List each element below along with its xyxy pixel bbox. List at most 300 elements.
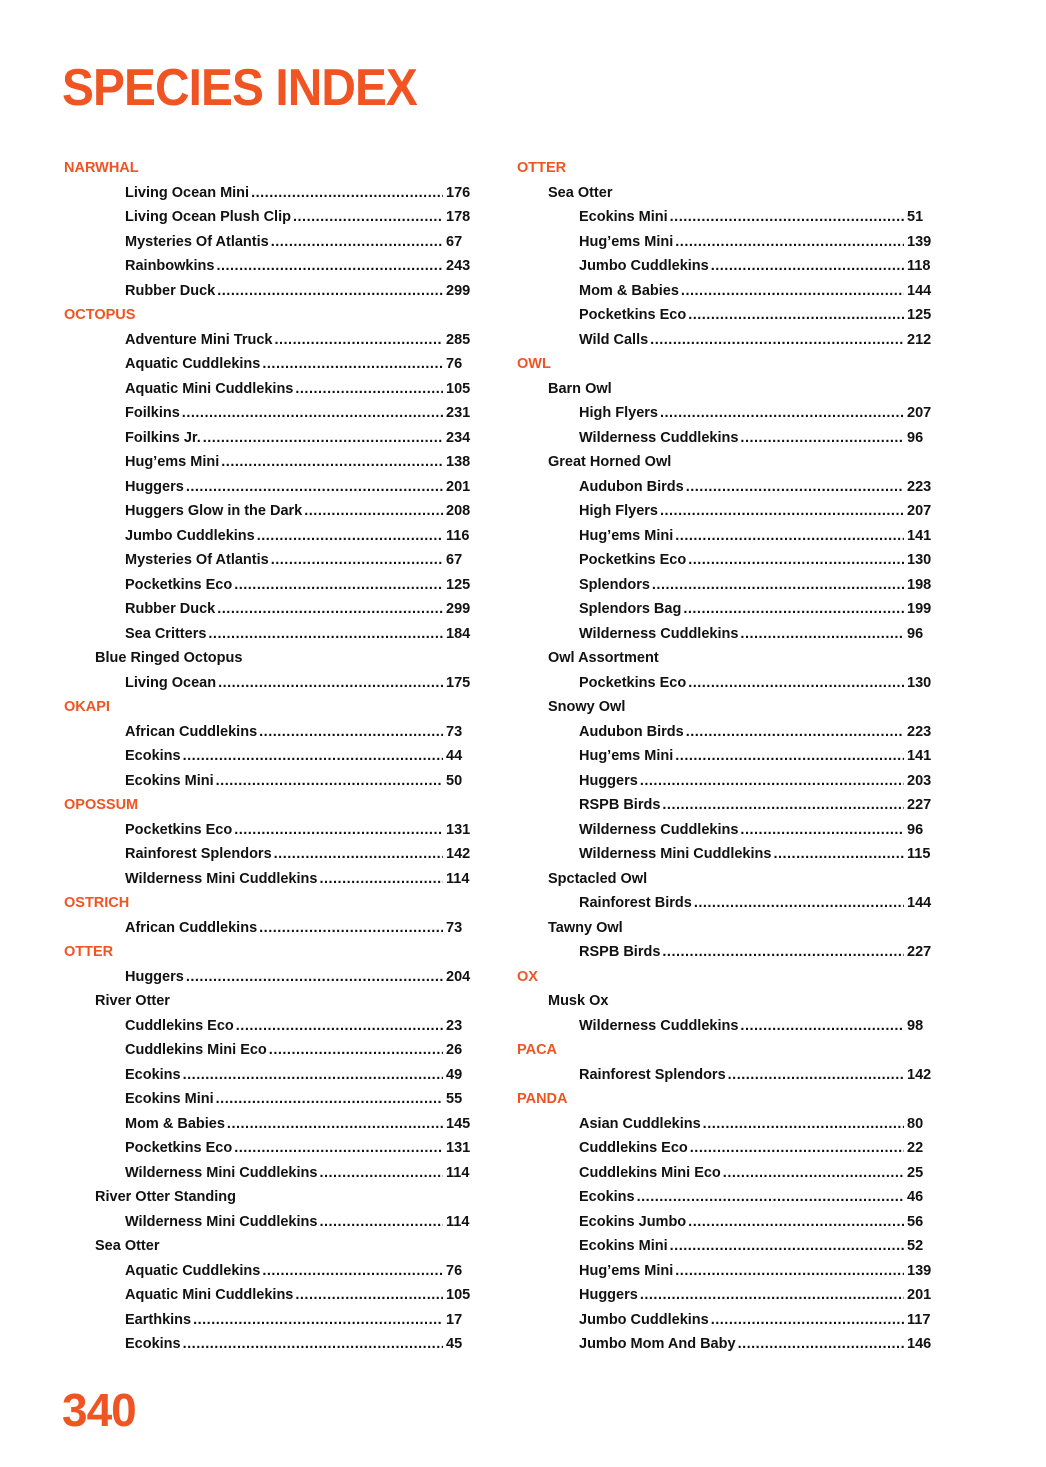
species-heading: OWL — [517, 356, 551, 372]
entry-product-name: Splendors — [579, 576, 650, 593]
subspecies-heading: Great Horned Owl — [548, 454, 672, 470]
index-entry — [517, 1185, 937, 1210]
entry-product-name: African Cuddlekins — [125, 919, 258, 936]
dot-leader — [319, 867, 443, 892]
index-entry — [517, 1210, 937, 1235]
index-entry — [517, 1332, 937, 1357]
entry-product-name: Huggers — [125, 478, 184, 495]
entry-product-name: Mysteries Of Atlantis — [125, 552, 269, 568]
entry-product-name: Rubber Duck — [125, 282, 216, 299]
dot-leader — [660, 499, 904, 524]
entry-page-number: 231 — [446, 405, 471, 421]
dot-leader — [262, 352, 443, 377]
index-entry — [517, 475, 937, 500]
dot-leader — [319, 1210, 443, 1235]
dot-leader — [723, 1161, 904, 1186]
entry-page-number: 207 — [907, 405, 932, 421]
entry-product-name: Ecokins — [125, 748, 181, 764]
subspecies-heading: Sea Otter — [548, 184, 613, 201]
entry-product-name: Cuddlekins Mini Eco — [125, 1042, 267, 1058]
entry-page-number: 199 — [907, 601, 932, 617]
entry-product-name: Cuddlekins Mini Eco — [579, 1164, 721, 1181]
entry-page-number: 204 — [446, 968, 471, 985]
index-entry — [64, 1087, 482, 1112]
entry-page-number: 118 — [907, 258, 931, 274]
entry-page-number: 207 — [907, 503, 932, 519]
species-heading: OCTOPUS — [64, 307, 136, 323]
entry-page-number: 76 — [446, 356, 463, 372]
entry-product-name: Hug’ems Mini — [579, 748, 674, 764]
entry-page-number: 178 — [446, 209, 471, 225]
index-entry — [64, 597, 482, 622]
index-entry — [517, 1308, 937, 1333]
species-heading: OX — [517, 968, 538, 985]
entry-product-name: Splendors Bag — [579, 601, 682, 617]
entry-product-name: Rainforest Splendors — [125, 846, 272, 862]
species-heading: OKAPI — [64, 699, 110, 715]
dot-leader — [675, 1259, 904, 1284]
index-entry — [64, 181, 482, 206]
dot-leader — [694, 891, 904, 916]
entry-product-name: Wilderness Mini Cuddlekins — [579, 846, 772, 862]
entry-product-name: Mysteries Of Atlantis — [125, 233, 269, 250]
dot-leader — [274, 328, 443, 353]
index-column-right — [517, 156, 937, 1357]
entry-page-number: 145 — [446, 1115, 471, 1132]
entry-product-name: High Flyers — [579, 405, 658, 421]
entry-page-number: 96 — [907, 821, 924, 838]
entry-page-number: 114 — [446, 1213, 470, 1230]
entry-page-number: 67 — [446, 233, 463, 250]
species-heading: OTTER — [517, 160, 567, 176]
entry-product-name: Mom & Babies — [125, 1115, 225, 1132]
dot-leader — [236, 1014, 443, 1039]
index-entry — [64, 524, 482, 549]
entry-product-name: Living Ocean — [125, 674, 217, 691]
entry-page-number: 67 — [446, 552, 463, 568]
entry-product-name: Rainforest Splendors — [579, 1066, 726, 1083]
entry-page-number: 52 — [907, 1238, 924, 1254]
index-entry — [517, 401, 937, 426]
dot-leader — [217, 597, 443, 622]
entry-page-number: 285 — [446, 331, 471, 348]
index-entry — [64, 965, 482, 990]
index-entry — [64, 622, 482, 647]
entry-page-number: 223 — [907, 478, 932, 495]
entry-product-name: Ecokins Mini — [125, 772, 214, 789]
index-entry — [64, 1112, 482, 1137]
species-heading: PACA — [517, 1042, 558, 1058]
dot-leader — [227, 1112, 443, 1137]
dot-leader — [183, 1063, 443, 1088]
dot-leader — [773, 842, 904, 867]
entry-product-name: Jumbo Cuddlekins — [125, 527, 255, 544]
entry-page-number: 146 — [907, 1336, 932, 1352]
dot-leader — [208, 622, 443, 647]
entry-page-number: 203 — [907, 772, 932, 789]
entry-page-number: 176 — [446, 184, 471, 201]
entry-page-number: 184 — [446, 625, 471, 642]
index-entry — [64, 548, 482, 573]
page-title: SPECIES INDEX — [62, 59, 417, 117]
index-entry — [517, 499, 937, 524]
entry-page-number: 130 — [907, 674, 932, 691]
index-entry — [517, 573, 937, 598]
index-entry — [517, 328, 937, 353]
dot-leader — [675, 230, 904, 255]
entry-product-name: Jumbo Mom And Baby — [579, 1336, 736, 1352]
subspecies-heading: Musk Ox — [548, 993, 609, 1009]
entry-product-name: RSPB Birds — [579, 944, 661, 960]
dot-leader — [269, 1038, 443, 1063]
dot-leader — [688, 303, 904, 328]
dot-leader — [703, 1112, 904, 1137]
dot-leader — [251, 181, 443, 206]
index-entry — [517, 744, 937, 769]
entry-product-name: Aquatic Cuddlekins — [125, 356, 261, 372]
dot-leader — [675, 524, 904, 549]
dot-leader — [711, 1308, 904, 1333]
dot-leader — [740, 426, 904, 451]
dot-leader — [662, 793, 904, 818]
dot-leader — [319, 1161, 443, 1186]
entry-page-number: 96 — [907, 625, 924, 642]
dot-leader — [683, 597, 904, 622]
entry-page-number: 227 — [907, 797, 932, 813]
entry-product-name: Cuddlekins Eco — [579, 1140, 688, 1156]
index-entry — [517, 940, 937, 965]
dot-leader — [257, 524, 443, 549]
subspecies-heading: Owl Assortment — [548, 650, 659, 666]
dot-leader — [259, 916, 443, 941]
index-entry — [517, 622, 937, 647]
entry-product-name: RSPB Birds — [579, 797, 661, 813]
index-entry — [64, 377, 482, 402]
dot-leader — [662, 940, 904, 965]
dot-leader — [740, 1014, 904, 1039]
entry-page-number: 96 — [907, 429, 924, 446]
entry-product-name: Wilderness Mini Cuddlekins — [125, 870, 318, 887]
subspecies-heading: River Otter Standing — [95, 1189, 236, 1205]
index-entry — [517, 1161, 937, 1186]
dot-leader — [216, 254, 443, 279]
index-entry — [64, 1038, 482, 1063]
entry-product-name: Wilderness Mini Cuddlekins — [125, 1164, 318, 1181]
entry-product-name: Huggers — [579, 1287, 638, 1303]
entry-product-name: Foilkins Jr. — [125, 429, 201, 446]
entry-page-number: 51 — [907, 209, 924, 225]
index-entry — [64, 573, 482, 598]
index-entry — [64, 744, 482, 769]
dot-leader — [688, 548, 904, 573]
entry-product-name: Earthkins — [125, 1311, 192, 1328]
index-entry — [64, 842, 482, 867]
entry-product-name: Sea Critters — [125, 625, 207, 642]
index-entry — [517, 1136, 937, 1161]
dot-leader — [640, 1283, 904, 1308]
dot-leader — [186, 475, 443, 500]
entry-product-name: Pocketkins Eco — [125, 1140, 233, 1156]
index-entry — [64, 1332, 482, 1357]
index-entry — [517, 1259, 937, 1284]
index-entry — [64, 1308, 482, 1333]
subspecies-heading: Tawny Owl — [548, 919, 623, 936]
entry-page-number: 234 — [446, 429, 471, 446]
species-heading: NARWHAL — [64, 160, 139, 176]
index-entry — [517, 842, 937, 867]
entry-product-name: Living Ocean Mini — [125, 184, 250, 201]
dot-leader — [271, 230, 443, 255]
dot-leader — [738, 1332, 904, 1357]
entry-page-number: 175 — [446, 674, 471, 691]
index-entry — [64, 279, 482, 304]
index-entry — [517, 524, 937, 549]
page-number: 340 — [62, 1384, 136, 1436]
index-entry — [64, 769, 482, 794]
dot-leader — [686, 475, 904, 500]
index-entry — [517, 1063, 937, 1088]
entry-product-name: Wilderness Cuddlekins — [579, 1017, 739, 1034]
dot-leader — [688, 1210, 904, 1235]
index-entry — [517, 671, 937, 696]
index-entry — [517, 769, 937, 794]
entry-page-number: 201 — [446, 478, 471, 495]
entry-page-number: 141 — [907, 527, 932, 544]
entry-product-name: Wild Calls — [579, 331, 649, 348]
index-entry — [64, 1283, 482, 1308]
entry-page-number: 139 — [907, 1262, 932, 1279]
entry-page-number: 138 — [446, 454, 471, 470]
entry-page-number: 46 — [907, 1189, 924, 1205]
subspecies-heading: River Otter — [95, 993, 170, 1009]
dot-leader — [234, 1136, 443, 1161]
entry-page-number: 131 — [446, 821, 471, 838]
entry-product-name: Aquatic Mini Cuddlekins — [125, 380, 294, 397]
entry-product-name: Aquatic Cuddlekins — [125, 1262, 261, 1279]
entry-page-number: 198 — [907, 576, 932, 593]
entry-product-name: Pocketkins Eco — [125, 821, 233, 838]
dot-leader — [675, 744, 904, 769]
index-entry — [517, 426, 937, 451]
entry-page-number: 223 — [907, 723, 932, 740]
dot-leader — [182, 401, 443, 426]
entry-page-number: 201 — [907, 1287, 932, 1303]
entry-product-name: Hug’ems Mini — [125, 454, 220, 470]
entry-page-number: 73 — [446, 919, 463, 936]
index-entry — [517, 548, 937, 573]
dot-leader — [637, 1185, 904, 1210]
index-entry — [517, 793, 937, 818]
entry-product-name: Hug’ems Mini — [579, 1262, 674, 1279]
entry-product-name: Pocketkins Eco — [579, 674, 687, 691]
entry-product-name: Audubon Birds — [579, 723, 684, 740]
entry-page-number: 25 — [907, 1164, 924, 1181]
dot-leader — [670, 1234, 904, 1259]
index-entry — [517, 1283, 937, 1308]
entry-page-number: 80 — [907, 1115, 924, 1132]
entry-product-name: Asian Cuddlekins — [579, 1115, 701, 1132]
entry-product-name: Huggers — [579, 772, 638, 789]
entry-page-number: 105 — [446, 380, 471, 397]
dot-leader — [271, 548, 443, 573]
index-entry — [64, 1136, 482, 1161]
entry-product-name: Wilderness Cuddlekins — [579, 429, 739, 446]
entry-page-number: 22 — [907, 1140, 924, 1156]
entry-page-number: 208 — [446, 503, 471, 519]
entry-page-number: 114 — [446, 870, 470, 887]
index-entry — [517, 720, 937, 745]
entry-product-name: Living Ocean Plush Clip — [125, 209, 291, 225]
index-entry — [64, 254, 482, 279]
entry-page-number: 227 — [907, 944, 932, 960]
entry-page-number: 130 — [907, 552, 932, 568]
entry-product-name: Ecokins Mini — [125, 1091, 214, 1107]
dot-leader — [234, 573, 443, 598]
dot-leader — [216, 769, 443, 794]
dot-leader — [690, 1136, 904, 1161]
entry-page-number: 299 — [446, 282, 471, 299]
entry-page-number: 125 — [907, 307, 932, 323]
species-heading: PANDA — [517, 1091, 568, 1107]
entry-page-number: 142 — [446, 846, 471, 862]
entry-page-number: 125 — [446, 576, 471, 593]
subspecies-heading: Blue Ringed Octopus — [95, 650, 243, 666]
entry-page-number: 17 — [446, 1311, 463, 1328]
entry-product-name: High Flyers — [579, 503, 658, 519]
dot-leader — [686, 720, 904, 745]
index-entry — [517, 597, 937, 622]
index-entry — [517, 254, 937, 279]
dot-leader — [259, 720, 443, 745]
subspecies-heading: Sea Otter — [95, 1238, 160, 1254]
entry-product-name: Audubon Birds — [579, 478, 684, 495]
entry-page-number: 114 — [446, 1164, 470, 1181]
entry-product-name: Adventure Mini Truck — [125, 331, 273, 348]
dot-leader — [670, 205, 904, 230]
index-entry — [64, 205, 482, 230]
index-entry — [64, 1014, 482, 1039]
entry-product-name: Pocketkins Eco — [579, 307, 687, 323]
entry-product-name: Wilderness Cuddlekins — [579, 821, 739, 838]
index-entry — [517, 279, 937, 304]
entry-page-number: 56 — [907, 1213, 924, 1230]
species-heading: OSTRICH — [64, 895, 130, 911]
entry-product-name: Ecokins — [125, 1336, 181, 1352]
entry-product-name: Mom & Babies — [579, 282, 679, 299]
entry-product-name: Cuddlekins Eco — [125, 1017, 234, 1034]
entry-page-number: 44 — [446, 748, 463, 764]
dot-leader — [221, 450, 443, 475]
entry-product-name: Rubber Duck — [125, 601, 216, 617]
entry-page-number: 23 — [446, 1017, 463, 1034]
entry-page-number: 26 — [446, 1042, 463, 1058]
species-heading: OPOSSUM — [64, 797, 139, 813]
entry-product-name: Wilderness Mini Cuddlekins — [125, 1213, 318, 1230]
index-entry — [64, 1259, 482, 1284]
dot-leader — [660, 401, 904, 426]
dot-leader — [304, 499, 443, 524]
index-entry — [517, 818, 937, 843]
index-entry — [64, 352, 482, 377]
dot-leader — [728, 1063, 904, 1088]
entry-page-number: 142 — [907, 1066, 932, 1083]
dot-leader — [274, 842, 443, 867]
index-entry — [517, 1234, 937, 1259]
dot-leader — [186, 965, 443, 990]
dot-leader — [681, 279, 904, 304]
entry-product-name: Jumbo Cuddlekins — [579, 258, 709, 274]
entry-product-name: Rainbowkins — [125, 258, 215, 274]
index-entry — [64, 818, 482, 843]
entry-page-number: 131 — [446, 1140, 471, 1156]
index-entry — [64, 867, 482, 892]
species-heading: OTTER — [64, 944, 114, 960]
dot-leader — [234, 818, 443, 843]
entry-page-number: 45 — [446, 1336, 463, 1352]
dot-leader — [293, 205, 443, 230]
entry-page-number: 76 — [446, 1262, 463, 1279]
index-entry — [64, 720, 482, 745]
entry-product-name: Aquatic Mini Cuddlekins — [125, 1287, 294, 1303]
entry-product-name: Hug’ems Mini — [579, 233, 674, 250]
entry-page-number: 55 — [446, 1091, 463, 1107]
entry-product-name: Jumbo Cuddlekins — [579, 1311, 709, 1328]
index-entry — [64, 1063, 482, 1088]
index-entry — [64, 450, 482, 475]
entry-product-name: Pocketkins Eco — [579, 552, 687, 568]
index-entry — [517, 230, 937, 255]
index-entry — [517, 1112, 937, 1137]
index-column-left — [64, 156, 482, 1357]
entry-page-number: 98 — [907, 1017, 924, 1034]
dot-leader — [295, 1283, 443, 1308]
subspecies-heading: Spctacled Owl — [548, 870, 648, 887]
entry-page-number: 105 — [446, 1287, 471, 1303]
entry-product-name: Ecokins — [579, 1189, 635, 1205]
entry-page-number: 116 — [446, 527, 470, 544]
entry-product-name: Hug’ems Mini — [579, 527, 674, 544]
index-entry — [517, 205, 937, 230]
entry-page-number: 144 — [907, 282, 932, 299]
dot-leader — [740, 622, 904, 647]
dot-leader — [640, 769, 904, 794]
entry-page-number: 139 — [907, 233, 932, 250]
index-entry — [64, 1210, 482, 1235]
dot-leader — [650, 328, 904, 353]
entry-product-name: Ecokins — [125, 1066, 181, 1083]
entry-page-number: 49 — [446, 1066, 463, 1083]
dot-leader — [193, 1308, 443, 1333]
index-entry — [517, 891, 937, 916]
entry-page-number: 243 — [446, 258, 471, 274]
dot-leader — [262, 1259, 443, 1284]
dot-leader — [183, 1332, 443, 1357]
entry-page-number: 144 — [907, 895, 932, 911]
entry-page-number: 212 — [907, 331, 932, 348]
entry-product-name: Huggers Glow in the Dark — [125, 503, 303, 519]
entry-product-name: Pocketkins Eco — [125, 576, 233, 593]
index-entry — [517, 1014, 937, 1039]
entry-page-number: 117 — [907, 1311, 931, 1328]
index-entry — [64, 475, 482, 500]
dot-leader — [652, 573, 904, 598]
index-entry — [64, 401, 482, 426]
dot-leader — [711, 254, 904, 279]
dot-leader — [688, 671, 904, 696]
entry-product-name: Ecokins Jumbo — [579, 1213, 687, 1230]
index-entry — [64, 916, 482, 941]
subspecies-heading: Barn Owl — [548, 380, 612, 397]
